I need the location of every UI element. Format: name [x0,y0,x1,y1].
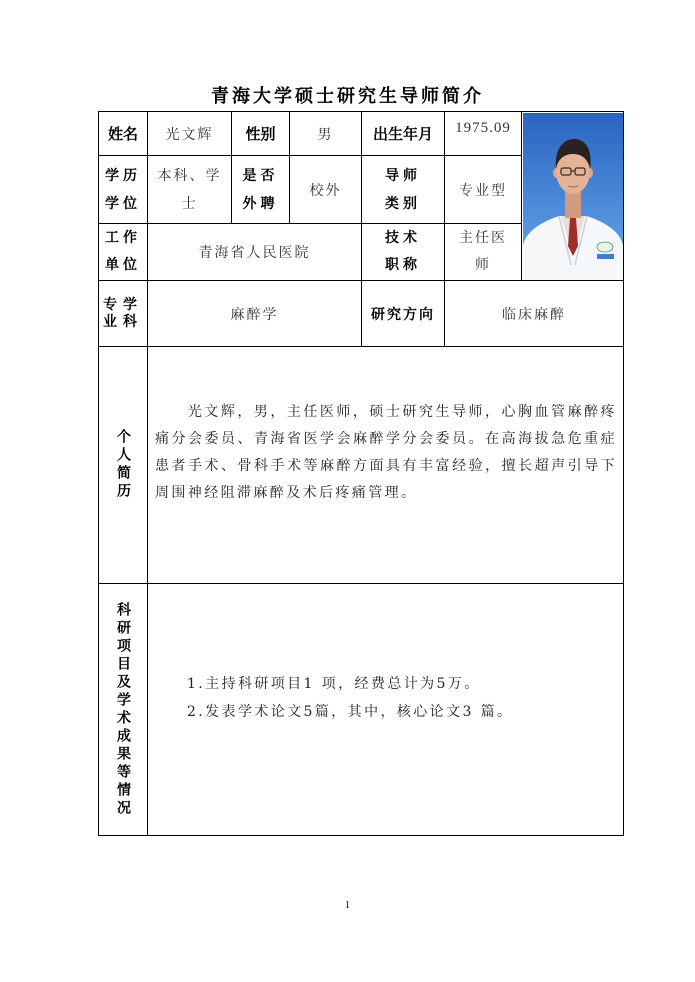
supervisor-type-value-cell [444,155,522,224]
discipline-value: 麻醉学 [230,306,279,323]
achievements-label: 科研项目及学术成果等情况 [115,601,131,818]
birth-value-cell [444,111,522,156]
degree-value: 本科、学士 [157,167,222,212]
research-direction-value: 临床麻醉 [502,306,566,323]
degree-label-line-1: 学历 [105,167,141,184]
gender-value: 男 [317,126,334,143]
degree-label [105,162,141,218]
supervisor-type-label-cell [361,155,445,224]
name-badge-icon [597,254,614,259]
discipline-label-line-2: 业科 [103,313,143,330]
supervisor-type-label-line-2: 类别 [385,195,421,212]
name-label: 姓名 [107,125,138,143]
external-value: 校外 [309,182,342,199]
workplace-label [105,225,141,279]
supervisor-type-value: 专业型 [459,182,507,199]
research-direction-value-cell [444,280,624,347]
discipline-label-line-1: 专学 [103,296,143,313]
workplace-value: 青海省人民医院 [198,245,311,261]
professional-title-value-cell [444,223,522,281]
name-label-cell [98,111,148,156]
professional-title-label [385,225,421,279]
birth-label: 出生年月 [372,125,433,143]
resume-text: 光文辉，男，主任医师，硕士研究生导师，心胸血管麻醉疼痛分会委员、青海省医学会麻醉学分会委员。在高海拔急危重症患者手术、骨科手术等麻醉方面具有丰富经验，擅长超声引导下周围神经阻滞麻醉及术后疼痛管理。 [155,404,617,501]
degree-value-cell [147,155,232,224]
name-value: 光文辉 [165,126,214,143]
degree-label-cell [98,155,148,224]
workplace-label-cell [98,223,148,281]
photo-cell [521,111,624,281]
portrait-photo [523,113,623,280]
workplace-value-cell [147,223,362,281]
external-label-cell [231,155,290,224]
degree-label-line-2: 学位 [105,195,141,212]
professional-title-label-line-2: 职称 [385,257,421,273]
professional-title-label-cell [361,223,445,281]
achievement-item: 2.发表学术论文5篇，其中，核心论文3 篇。 [187,704,514,720]
achievements-content-cell [147,583,624,836]
page-number: 1 [345,900,350,911]
achievement-item: 1.主持科研项目1 项，经费总计为5万。 [187,676,481,692]
professional-title-label-line-1: 技术 [385,230,421,246]
birth-label-cell [361,111,445,156]
birth-value: 1975.09 [455,120,511,136]
resume-label: 个人简历 [115,429,131,501]
document-title: 青海大学硕士研究生导师简介 [211,86,484,107]
professional-title-value: 主任医师 [459,230,507,273]
resume-label-cell [98,346,148,584]
gender-label-cell [231,111,290,156]
gender-value-cell [289,111,362,156]
research-direction-label-cell [361,280,445,347]
workplace-label-line-1: 工作 [105,230,141,246]
neck [565,191,581,218]
discipline-label-cell [98,280,148,347]
external-value-cell [289,155,362,224]
supervisor-type-label [385,162,421,218]
discipline-value-cell [147,280,362,347]
external-label-line-2: 外聘 [242,195,279,212]
supervisor-type-label-line-1: 导师 [385,167,421,184]
resume-content-cell [147,346,624,584]
achievements-label-cell [98,583,148,836]
gender-label: 性别 [245,125,276,143]
external-label-line-1: 是否 [242,167,279,184]
external-label [243,162,279,218]
research-direction-label: 研究方向 [371,306,435,323]
discipline-label [103,297,143,331]
workplace-label-line-2: 单位 [105,257,141,273]
hospital-logo-icon [597,242,613,252]
name-value-cell [147,111,232,156]
